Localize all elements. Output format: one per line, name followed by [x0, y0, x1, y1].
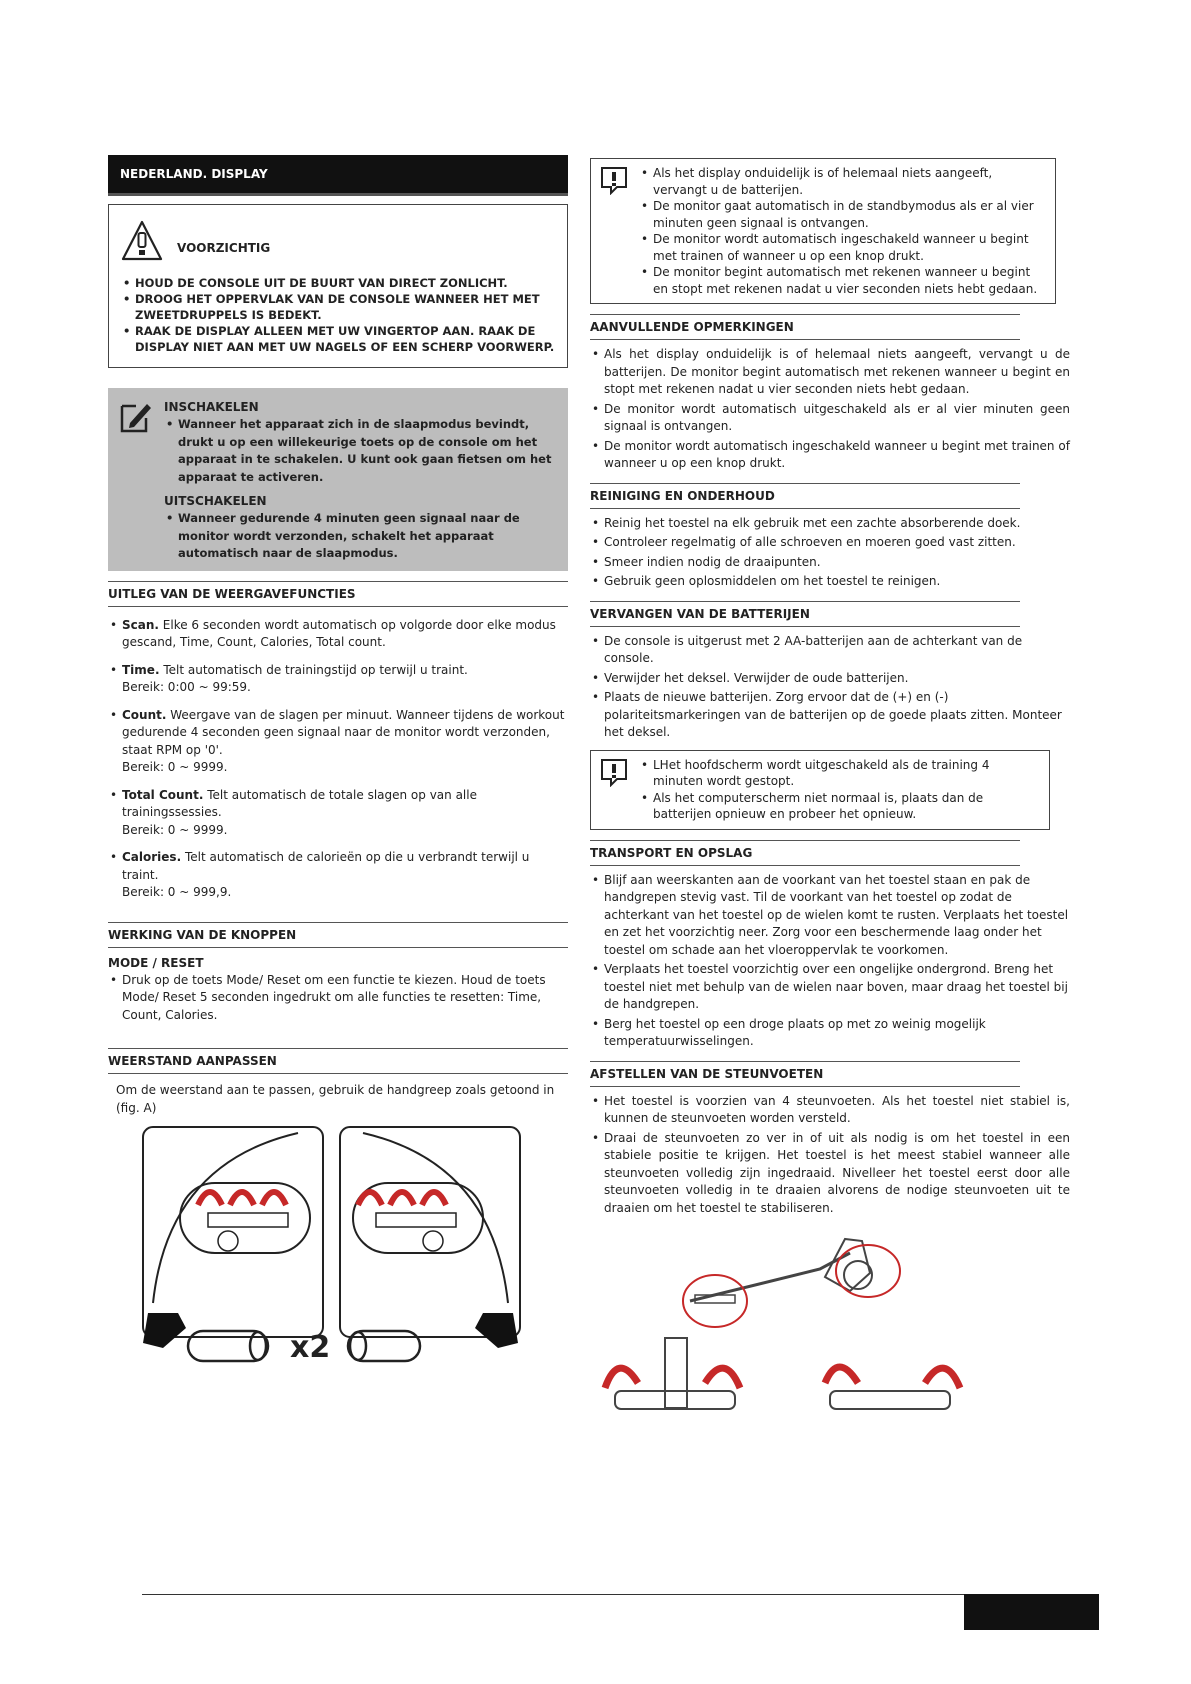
batteries-list: [590, 633, 1070, 742]
list-item: • De monitor wordt automatisch uitgeschakeld als er al vier minuten geen signaal is ontvangen.: [590, 401, 1070, 436]
battery-note-box: [590, 750, 1050, 830]
list-item: • Plaats de nieuwe batterijen. Zorg ervoor dat de (+) en (-) polariteitsmarkeringen van de batterijen op de goede plaats zitten. Monteer het deksel.: [590, 689, 1070, 742]
list-item: • Reinig het toestel na elk gebruik met een zachte absorberende doek.: [590, 515, 1070, 533]
warning-triangle-icon: [121, 219, 163, 263]
multiplier-label: x2: [290, 1330, 331, 1365]
left-column: [108, 155, 568, 1386]
list-item: • Smeer indien nodig de draaipunten.: [590, 554, 1070, 572]
additional-heading: AANVULLENDE OPMERKINGEN: [590, 314, 1020, 340]
footer-rule: [142, 1594, 985, 1595]
info-note-icon: [599, 757, 629, 787]
list-item: • RAAK DE DISPLAY ALLEEN MET UW VINGERTOP AAN. RAAK DE DISPLAY NIET AAN MET UW NAGELS OF EEN SCHERP VOORWERP.: [121, 323, 555, 355]
feet-heading: AFSTELLEN VAN DE STEUNVOETEN: [590, 1061, 1020, 1087]
feet-figure: [600, 1233, 1020, 1433]
batteries-heading: VERVANGEN VAN DE BATTERIJEN: [590, 601, 1020, 627]
list-item: • Verplaats het toestel voorzichtig over een ongelijke ondergrond. Breng het toestel niet met behulp van de wielen naar boven, maar draag het toestel bij de handgrepen.: [590, 961, 1070, 1014]
list-item: • De monitor begint automatisch met rekenen wanneer u begint en stopt met rekenen nadat u vier seconden niets hebt gedaan.: [639, 264, 1045, 297]
list-item: • LHet hoofdscherm wordt uitgeschakeld als de training 4 minuten wordt gestopt.: [639, 757, 1039, 790]
transport-heading: TRANSPORT EN OPSLAG: [590, 840, 1020, 866]
info-note-box: [590, 158, 1056, 304]
power-off-title: UITSCHAKELEN: [164, 494, 267, 508]
cleaning-heading: REINIGING EN ONDERHOUD: [590, 483, 1020, 509]
info-note-icon: [599, 165, 629, 195]
pencil-note-icon: [116, 398, 154, 436]
power-on-text: • Wanneer het apparaat zich in de slaapmodus bevindt, drukt u op een willekeurige toets op de console om het apparaat in te schakelen. U kunt ook gaan fietsen om het apparaat te activeren.: [164, 416, 556, 486]
caution-label: VOORZICHTIG: [177, 241, 271, 255]
resistance-heading: WEERSTAND AANPASSEN: [108, 1048, 568, 1074]
caution-list: [121, 275, 555, 355]
list-item: • Als het computerscherm niet normaal is, plaats dan de batterijen opnieuw en probeer het opnieuw.: [639, 790, 1039, 823]
list-item: • Als het display onduidelijk is of helemaal niets aangeeft, vervangt u de batterijen. De monitor begint automatisch met rekenen wanneer u begint en stopt met rekenen nadat u vier seconden niets hebt gedaan.: [590, 346, 1070, 399]
footer-page-block: [964, 1594, 1099, 1630]
list-item: • Blijf aan weerskanten aan de voorkant van het toestel staan en pak de handgrepen stevig vast. Til de voorkant van het toestel op zodat de achterkant van het toestel op de wielen komt te rusten. Verplaats het toestel en zet het voorzichtig neer. Zorg voor een beschermende laag onder het toestel om schade aan het vloeroppervlak te voorkomen.: [590, 872, 1070, 960]
caution-box: [108, 204, 568, 368]
list-item: • Count. Weergave van de slagen per minuut. Wanneer tijdens de workout gedurende 4 seconden geen signaal naar de monitor wordt verzonden, staat RPM op '0'. Bereik: 0 ~ 9999.: [108, 707, 568, 777]
list-item: • Als het display onduidelijk is of helemaal niets aangeeft, vervangt u de batterijen.: [639, 165, 1045, 198]
cleaning-list: [590, 515, 1070, 591]
buttons-heading: WERKING VAN DE KNOPPEN: [108, 922, 568, 948]
power-box: [108, 388, 568, 571]
functions-heading: UITLEG VAN DE WEERGAVEFUNCTIES: [108, 581, 568, 607]
list-item: • Verwijder het deksel. Verwijder de oude batterijen.: [590, 670, 1070, 688]
list-item: • Het toestel is voorzien van 4 steunvoeten. Als het toestel niet stabiel is, kunnen de steunvoeten worden versteld.: [590, 1093, 1070, 1128]
list-item: • Draai de steunvoeten zo ver in of uit als nodig is om het toestel in een stabiele positie te krijgen. Het toestel is het meest stabiel wanneer alle steunvoeten volledig zijn ingedraaid. Nivelleer het toestel eerst door alle steunvoeten volledig in te draaien alvorens de nodige steunvoeten uit te draaien om het toestel te stabiliseren.: [590, 1130, 1070, 1218]
list-item: • Berg het toestel op een droge plaats op met zo weinig mogelijk temperatuurwisselingen.: [590, 1016, 1070, 1051]
list-item: • De console is uitgerust met 2 AA-batterijen aan de achterkant van de console.: [590, 633, 1070, 668]
additional-list: [590, 346, 1070, 473]
functions-list: [108, 617, 568, 902]
list-item: • Gebruik geen oplosmiddelen om het toestel te reinigen.: [590, 573, 1070, 591]
list-item: • DROOG HET OPPERVLAK VAN DE CONSOLE WANNEER HET MET ZWEETDRUPPELS IS BEDEKT.: [121, 291, 555, 323]
section-banner: NEDERLAND. DISPLAY: [108, 155, 568, 196]
list-item: • Controleer regelmatig of alle schroeven en moeren goed vast zitten.: [590, 534, 1070, 552]
list-item: • De monitor wordt automatisch ingeschakeld wanneer u begint met trainen of wanneer u op een knop drukt.: [639, 231, 1045, 264]
list-item: • HOUD DE CONSOLE UIT DE BUURT VAN DIRECT ZONLICHT.: [121, 275, 555, 291]
list-item: • Calories. Telt automatisch de calorieën op die u verbrandt terwijl u traint. Bereik: 0 ~ 999,9.: [108, 849, 568, 902]
transport-list: [590, 872, 1070, 1051]
list-item: • Total Count. Telt automatisch de totale slagen op van alle trainingssessies. Bereik: 0 ~ 9999.: [108, 787, 568, 840]
resistance-text: Om de weerstand aan te passen, gebruik de handgreep zoals getoond in (fig. A): [116, 1083, 555, 1115]
mode-reset-text: • Druk op de toets Mode/ Reset om een functie te kiezen. Houd de toets Mode/ Reset 5 seconden ingedrukt om alle functies te resetten: Time, Count, Calories.: [108, 972, 568, 1025]
power-on-title: INSCHAKELEN: [164, 400, 259, 414]
right-column: [590, 158, 1070, 1436]
feet-list: [590, 1093, 1070, 1218]
list-item: • Scan. Elke 6 seconden wordt automatisch op volgorde door elke modus gescand, Time, Count, Calories, Total count.: [108, 617, 568, 652]
resistance-figure: [108, 1123, 528, 1383]
power-off-text: • Wanneer gedurende 4 minuten geen signaal naar de monitor wordt verzonden, schakelt het apparaat automatisch naar de slaapmodus.: [164, 510, 556, 563]
list-item: • De monitor wordt automatisch ingeschakeld wanneer u begint met trainen of wanneer u op een knop drukt.: [590, 438, 1070, 473]
list-item: • Time. Telt automatisch de trainingstijd op terwijl u traint. Bereik: 0:00 ~ 99:59.: [108, 662, 568, 697]
list-item: • De monitor gaat automatisch in de standbymodus als er al vier minuten geen signaal is ontvangen.: [639, 198, 1045, 231]
mode-reset-subheading: MODE / RESET: [108, 955, 204, 970]
